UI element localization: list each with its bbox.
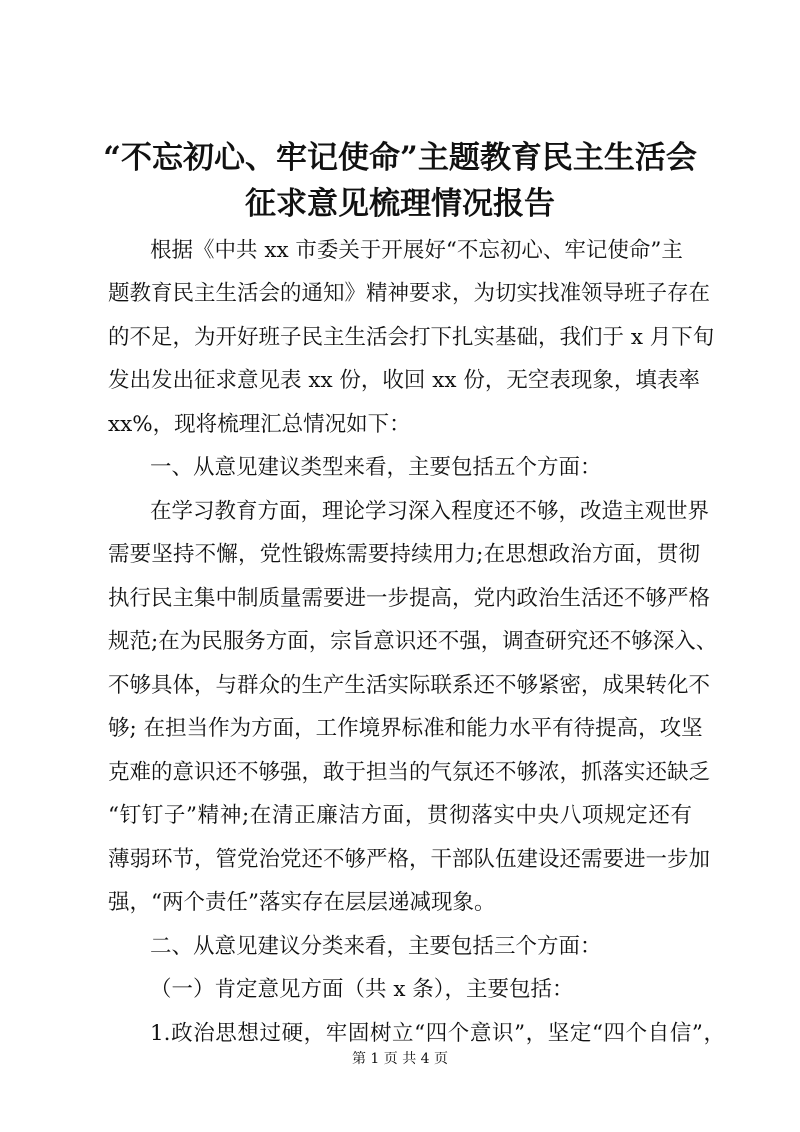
paragraph-line: “钉钉子”精神;在清正廉洁方面，贯彻落实中央八项规定还有 — [108, 803, 692, 828]
paragraph-line: 薄弱环节，管党治党还不够严格，干部队伍建设还需要进一步加 — [108, 847, 711, 872]
paragraph-line: 题教育民主生活会的通知》精神要求，为切实找准领导班子存在 — [108, 281, 711, 306]
document-title-line-1: “不忘初心、牢记使命”主题教育民主生活会 — [103, 140, 697, 176]
paragraph-line: 根据《中共 xx 市委关于开展好“不忘初心、牢记使命”主 — [150, 238, 683, 263]
paragraph-line: 在学习教育方面，理论学习深入程度还不够，改造主观世界 — [150, 499, 710, 524]
paragraph-line: xx%，现将梳理汇总情况如下： — [108, 412, 411, 437]
paragraph-line: 够; 在担当作为方面，工作境界标准和能力水平有待提高，攻坚 — [108, 716, 703, 741]
page-footer: 第 1 页 共 4 页 — [351, 1051, 449, 1067]
paragraph-line: 不够具体，与群众的生产生活实际联系还不够紧密，成果转化不 — [108, 673, 711, 698]
paragraph-line: 的不足，为开好班子民主生活会打下扎实基础，我们于 x 月下旬 — [108, 325, 715, 350]
paragraph-line: 执行民主集中制质量需要进一步提高，党内政治生活还不够严格 — [108, 586, 711, 611]
list-item: 1.政治思想过硬，牢固树立“四个意识”，坚定“四个自信”， — [150, 1021, 725, 1046]
paragraph-line: 克难的意识还不够强，敢于担当的气氛还不够浓，抓落实还缺乏 — [108, 760, 711, 785]
paragraph-line: 需要坚持不懈，党性锻炼需要持续用力;在思想政治方面，贯彻 — [108, 542, 700, 567]
document-title-line-2: 征求意见梳理情况报告 — [245, 186, 555, 222]
section-heading: 一、从意见建议类型来看，主要包括五个方面： — [150, 455, 602, 480]
section-heading: 二、从意见建议分类来看，主要包括三个方面： — [150, 934, 602, 959]
paragraph-line: 发出发出征求意见表 xx 份，收回 xx 份，无空表现象，填表率 — [108, 368, 700, 393]
subsection-heading: （一）肯定意见方面（共 x 条），主要包括： — [150, 977, 574, 1002]
paragraph-line: 规范;在为民服务方面，宗旨意识还不强，调查研究还不够深入、 — [108, 629, 718, 654]
paragraph-line: 强，“两个责任”落实存在层层递减现象。 — [108, 890, 496, 915]
